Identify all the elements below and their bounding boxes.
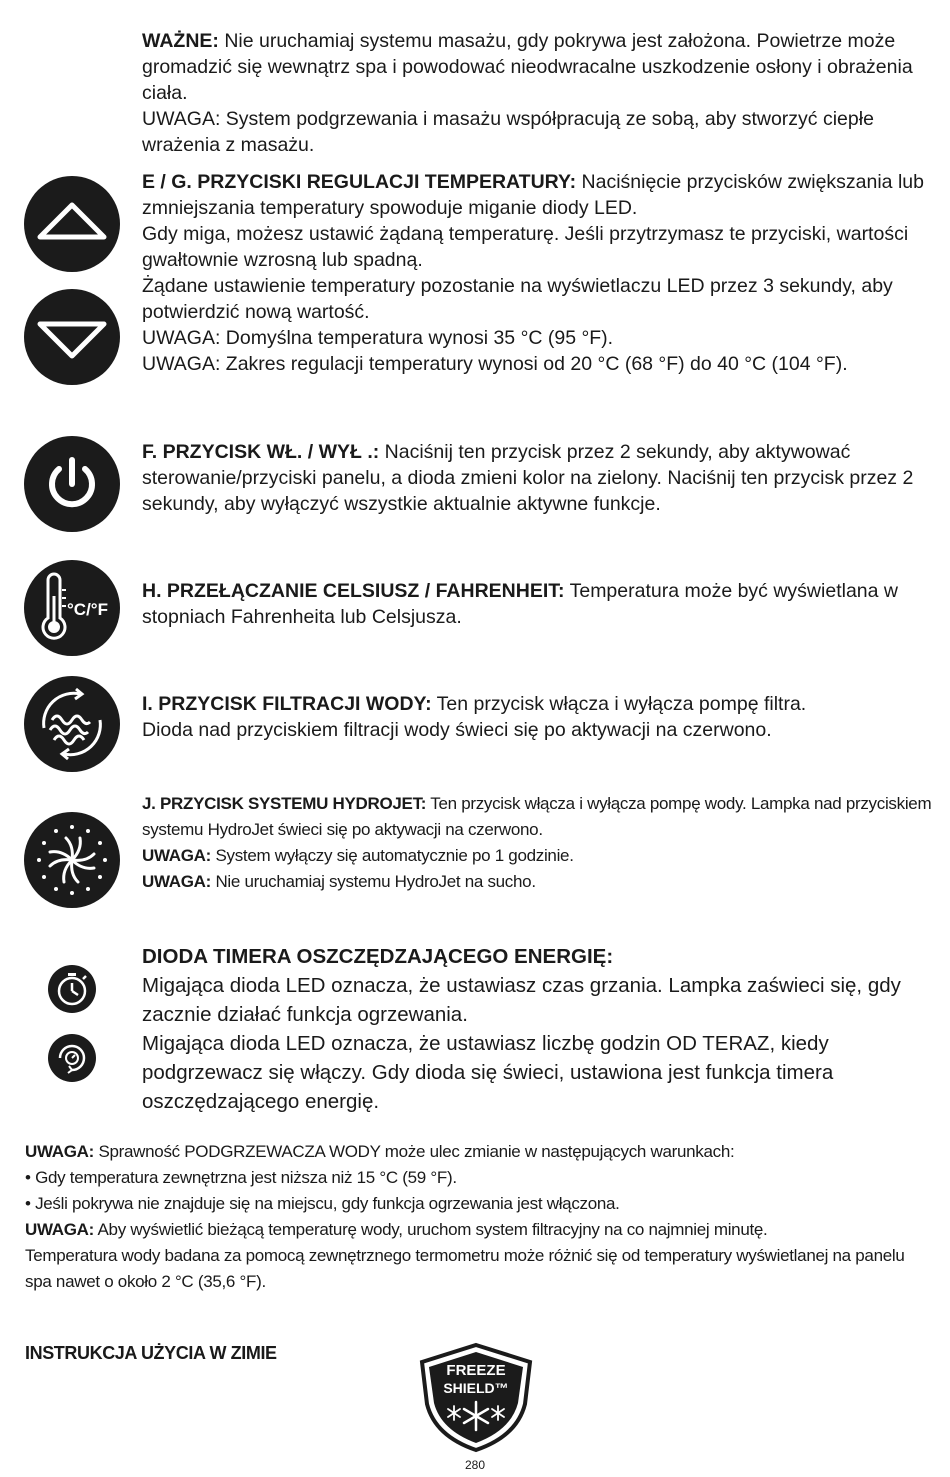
unit-switch-text: Temperatura może być wyświetlana w stopniach Fahrenheita lub Celsjusza. bbox=[142, 580, 898, 628]
important-text: Nie uruchamiaj systemu masażu, gdy pokrywa jest założona. Powietrze może gromadzić się wewnątrz spa i powodować nieodwracalne uszkodzenie osłony i obrażenia ciała. bbox=[142, 30, 913, 104]
arrow-down-icon bbox=[24, 289, 120, 385]
page-number: 280 bbox=[464, 1458, 486, 1472]
hydrojet-note2: Nie uruchamiaj systemu HydroJet na sucho. bbox=[211, 872, 536, 891]
bottom-line3: Temperatura wody badana za pomocą zewnętrznego termometru może różnić się od temperatury wyświetlanej na panelu spa nawet o około 2 °C (35,6 °F). bbox=[25, 1246, 905, 1291]
thermometer-icon bbox=[24, 560, 120, 656]
temp-buttons-text: Naciśnięcie przycisków zwiększania lub zmniejszania temperatury spowoduje miganie diody LED. bbox=[142, 171, 924, 219]
temp-buttons-line3: Żądane ustawienie temperatury pozostanie na wyświetlaczu LED przez 3 sekundy, aby potwierdzić nową wartość. bbox=[142, 275, 893, 323]
bottom-note1-label: UWAGA: bbox=[25, 1142, 95, 1161]
timer-line1: Migająca dioda LED oznacza, że ustawiasz czas grzania. Lampka zaświeci się, gdy zacznie działać funkcja ogrzewania. bbox=[142, 974, 901, 1026]
bottom-note2: Aby wyświetlić bieżącą temperaturę wody, uruchom system filtracyjny na co najmniej minutę. bbox=[94, 1220, 768, 1239]
timer-icon bbox=[47, 964, 97, 1014]
arrow-up-icon bbox=[24, 176, 120, 272]
temp-buttons-label: E / G. PRZYCISKI REGULACJI TEMPERATURY: bbox=[142, 171, 577, 193]
timer-section bbox=[142, 942, 932, 1116]
power-text: Naciśnij ten przycisk przez 2 sekundy, aby aktywować sterowanie/przyciski panelu, a dioda zmieni kolor na zielony. Naciśnij ten przycisk przez 2 sekundy, aby wyłączyć wszystkie aktualnie aktywne funkcje. bbox=[142, 441, 914, 515]
hydrojet-text: Ten przycisk włącza i wyłącza pompę wody. Lampka nad przyciskiem systemu HydroJet świeci się po aktywacji na czerwono. bbox=[142, 794, 932, 839]
important-section bbox=[142, 28, 932, 158]
bottom-note1: Sprawność PODGRZEWACZA WODY może ulec zmianie w następujących warunkach: bbox=[94, 1142, 735, 1161]
unit-switch-label: H. PRZEŁĄCZANIE CELSIUSZ / FAHRENHEIT: bbox=[142, 580, 565, 602]
logo-line2: SHIELD™ bbox=[443, 1380, 509, 1396]
filtration-section bbox=[142, 691, 932, 743]
temp-buttons-note2: UWAGA: Zakres regulacji temperatury wynosi od 20 °C (68 °F) do 40 °C (104 °F). bbox=[142, 353, 848, 375]
unit-switch-section bbox=[142, 578, 932, 630]
power-icon bbox=[24, 436, 120, 532]
freeze-shield-logo bbox=[417, 1342, 535, 1454]
hydrojet-note2-label: UWAGA: bbox=[142, 872, 212, 891]
hydrojet-section bbox=[142, 791, 932, 895]
power-label: F. PRZYCISK WŁ. / WYŁ .: bbox=[142, 441, 380, 463]
filtration-line2: Dioda nad przyciskiem filtracji wody świeci się po aktywacji na czerwono. bbox=[142, 719, 772, 741]
timer-label: DIODA TIMERA OSZCZĘDZAJĄCEGO ENERGIĘ: bbox=[142, 945, 614, 968]
timer-line2: Migająca dioda LED oznacza, że ustawiasz liczbę godzin OD TERAZ, kiedy podgrzewacz się włączy. Gdy dioda się świeci, ustawiona jest funkcja timera oszczędzającego energię. bbox=[142, 1032, 834, 1113]
hydrojet-note1-label: UWAGA: bbox=[142, 846, 212, 865]
temp-buttons-note1: UWAGA: Domyślna temperatura wynosi 35 °C (95 °F). bbox=[142, 327, 614, 349]
filtration-label: I. PRZYCISK FILTRACJI WODY: bbox=[142, 693, 432, 715]
logo-line1: FREEZE bbox=[446, 1362, 506, 1379]
hydrojet-label: J. PRZYCISK SYSTEMU HYDROJET: bbox=[142, 794, 427, 813]
important-note: UWAGA: System podgrzewania i masażu współpracują ze sobą, aby stworzyć ciepłe wrażenia z masażu. bbox=[142, 108, 874, 156]
timer-delay-icon bbox=[47, 1033, 97, 1083]
bottom-bullet1: • Gdy temperatura zewnętrzna jest niższa niż 15 °C (59 °F). bbox=[25, 1168, 457, 1187]
hydrojet-icon bbox=[24, 812, 120, 908]
unit-icon-text: °C/°F bbox=[67, 600, 108, 619]
important-label: WAŻNE: bbox=[142, 30, 219, 52]
winter-heading: INSTRUKCJA UŻYCIA W ZIMIE bbox=[25, 1343, 277, 1363]
power-section bbox=[142, 439, 932, 517]
bottom-notes bbox=[25, 1139, 930, 1295]
bottom-bullet2: • Jeśli pokrywa nie znajduje się na miejscu, gdy funkcja ogrzewania jest włączona. bbox=[25, 1194, 620, 1213]
bottom-note2-label: UWAGA: bbox=[25, 1220, 95, 1239]
hydrojet-note1: System wyłączy się automatycznie po 1 godzinie. bbox=[211, 846, 574, 865]
temp-buttons-line2: Gdy miga, możesz ustawić żądaną temperaturę. Jeśli przytrzymasz te przyciski, wartości gwałtownie wzrosną lub spadną. bbox=[142, 223, 909, 271]
water-filtration-icon bbox=[24, 676, 120, 772]
filtration-text: Ten przycisk włącza i wyłącza pompę filtra. bbox=[431, 693, 807, 715]
temperature-buttons-section bbox=[142, 169, 932, 377]
